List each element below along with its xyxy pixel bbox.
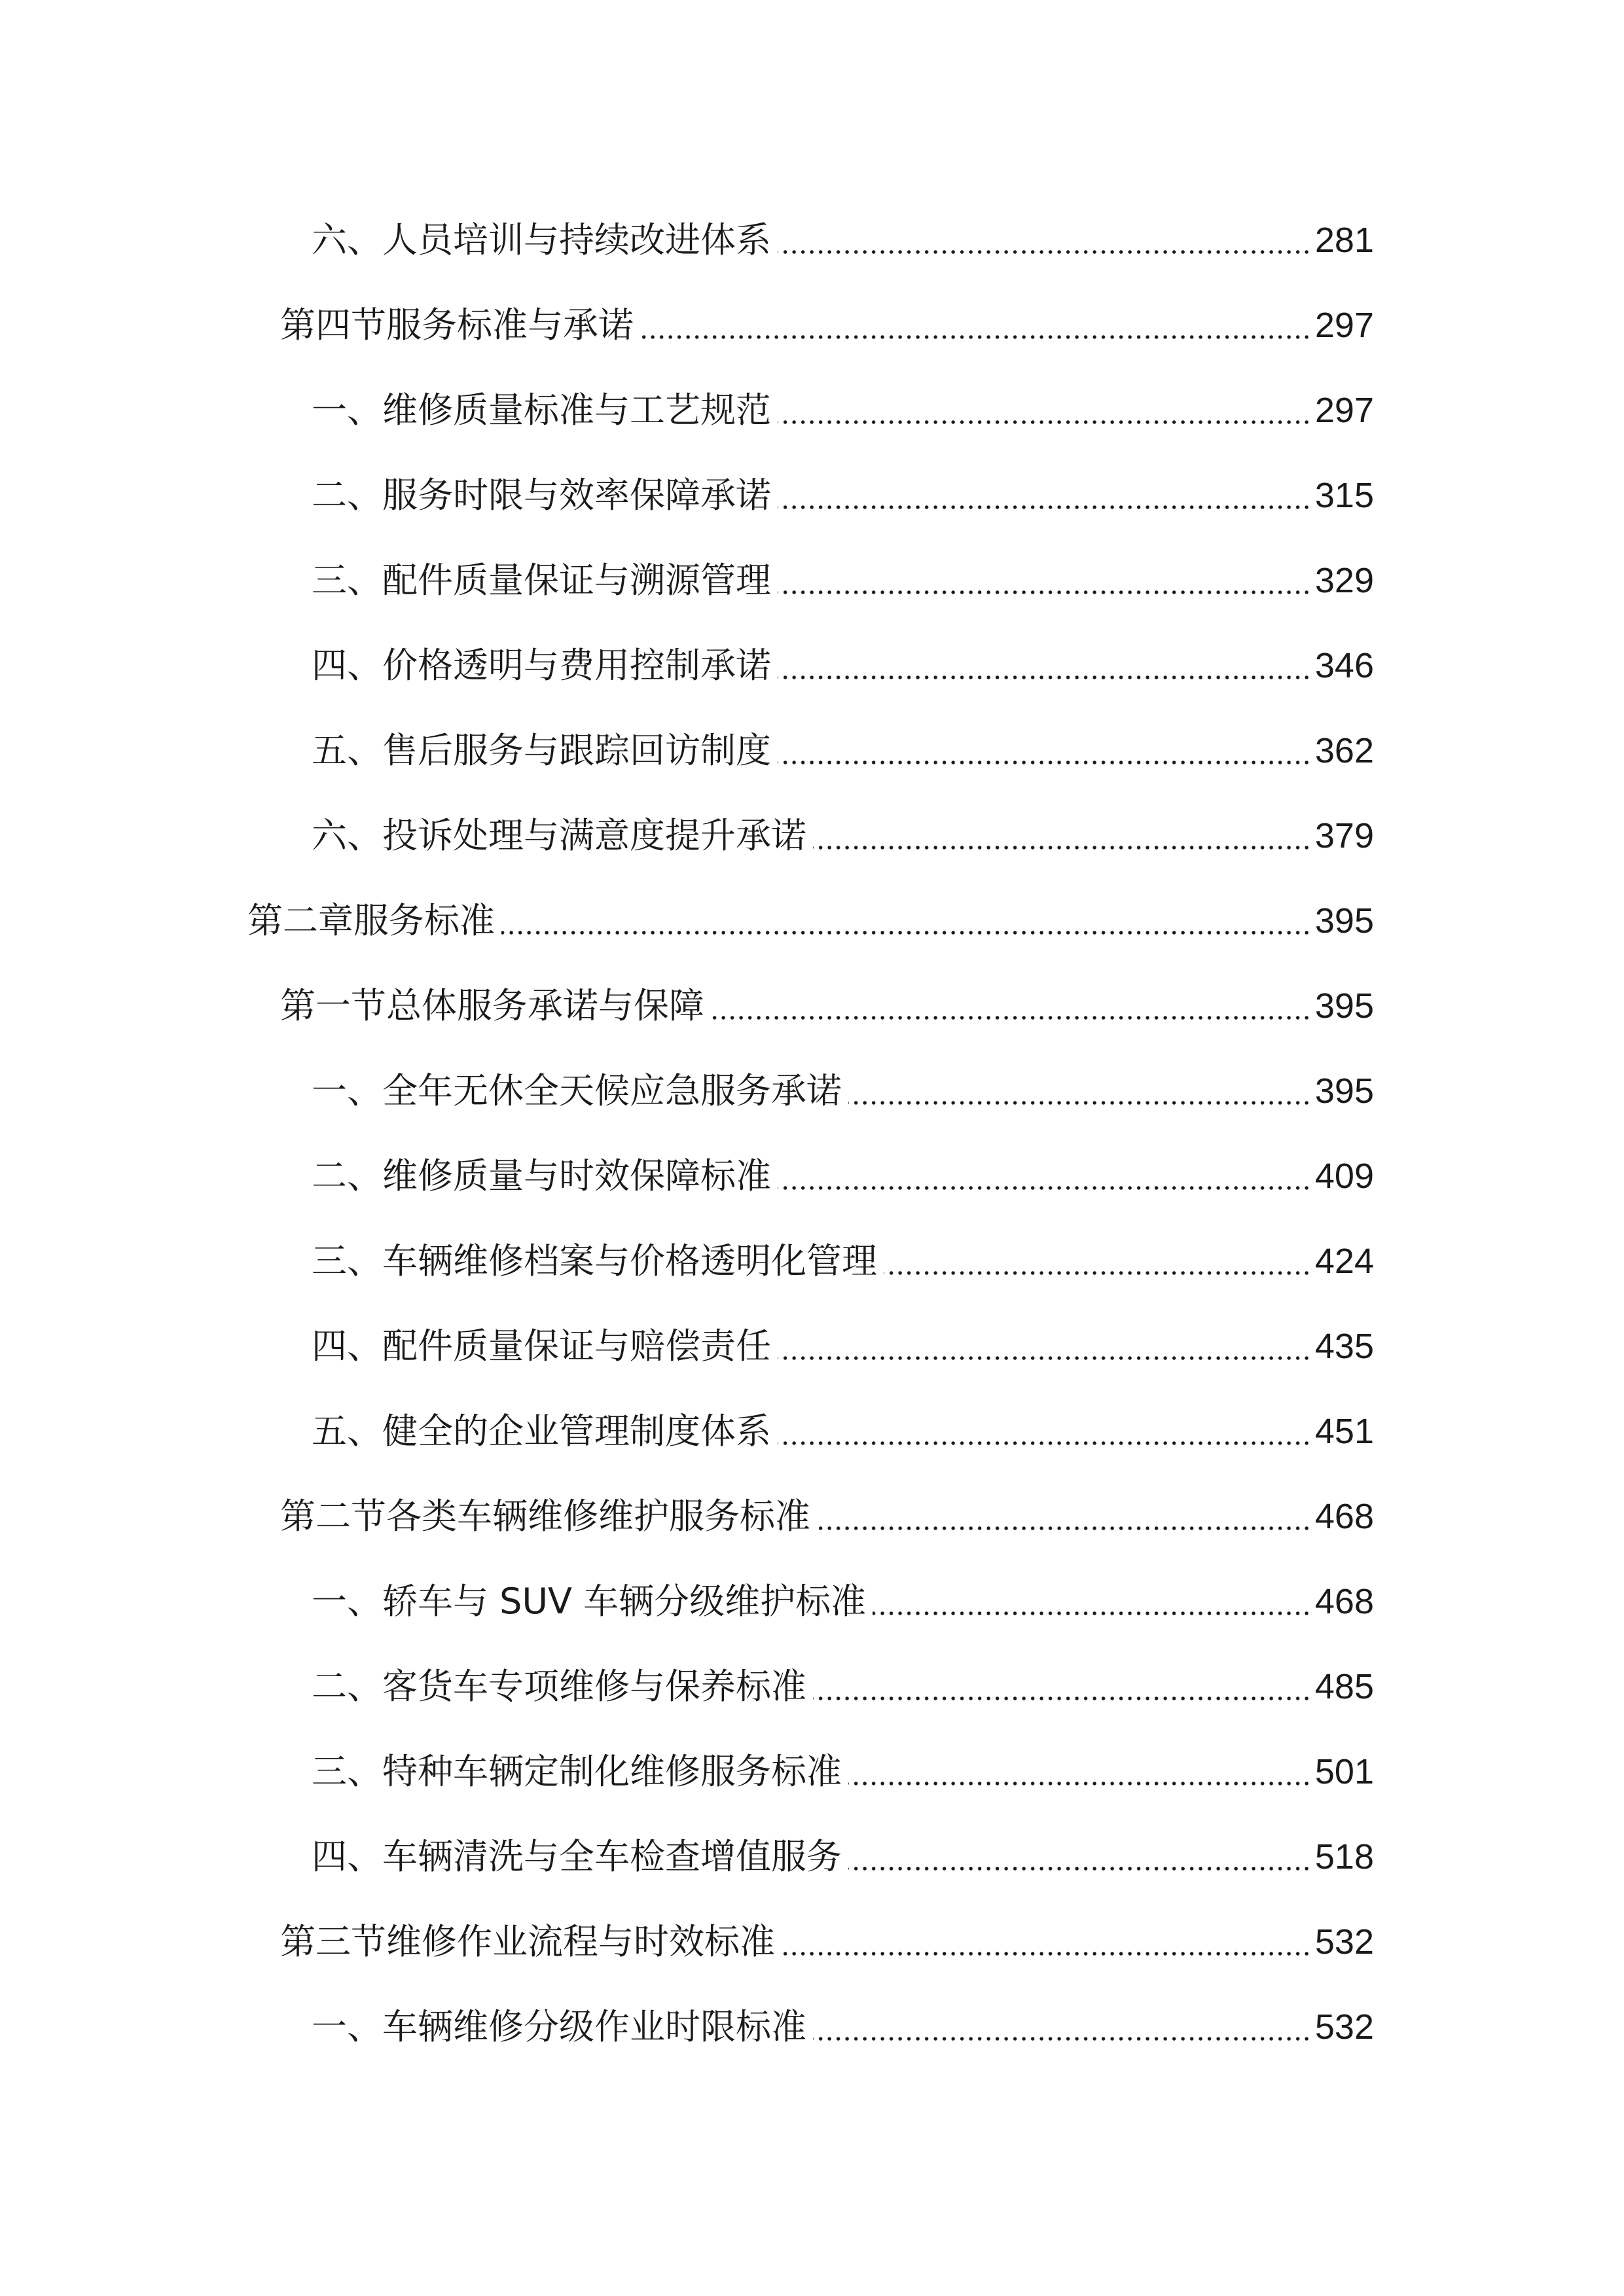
toc-entry-19[interactable] — [0, 1729, 1624, 1814]
toc-entry-8[interactable] — [0, 793, 1624, 878]
toc-page-number: 329 — [1314, 561, 1374, 600]
toc-entry-title: 一、车辆维修分级作业时限标准 — [312, 2006, 806, 2047]
toc-entry-title: 第二节各类车辆维修维护服务标准 — [280, 1496, 810, 1537]
toc-dot-leader — [778, 234, 1311, 270]
toc-entry-row — [312, 1729, 1374, 1814]
toc-entry-9[interactable] — [0, 878, 1624, 963]
toc-page-number: 518 — [1314, 1837, 1374, 1876]
toc-page-number: 395 — [1314, 1071, 1374, 1111]
toc-entry-13[interactable] — [0, 1219, 1624, 1304]
toc-page-number: 532 — [1314, 2007, 1374, 2047]
toc-dot-leader — [782, 1936, 1311, 1971]
toc-page-number: 485 — [1314, 1667, 1374, 1706]
toc-entry-row — [312, 1049, 1374, 1134]
toc-entry-3[interactable] — [0, 368, 1624, 453]
toc-entry-title: 二、服务时限与效率保障承诺 — [312, 475, 771, 516]
toc-entry-title: 三、特种车辆定制化维修服务标准 — [312, 1751, 842, 1792]
toc-entry-row — [312, 453, 1374, 538]
toc-entry-row — [280, 963, 1374, 1049]
toc-dot-leader — [640, 319, 1311, 355]
toc-dot-leader — [501, 915, 1311, 950]
toc-page-number: 424 — [1314, 1242, 1374, 1281]
toc-entry-title: 三、配件质量保证与溯源管理 — [312, 560, 771, 601]
toc-entry-title: 一、轿车与 SUV 车辆分级维护标准 — [312, 1581, 867, 1622]
toc-page-number: 468 — [1314, 1582, 1374, 1621]
toc-entry-16[interactable] — [0, 1474, 1624, 1559]
toc-entry-row — [312, 1559, 1374, 1644]
toc-page-number: 346 — [1314, 646, 1374, 685]
toc-entry-row — [247, 878, 1374, 963]
toc-dot-leader — [778, 1340, 1311, 1376]
toc-entry-title: 六、投诉处理与满意度提升承诺 — [312, 815, 806, 856]
toc-page-number: 297 — [1314, 391, 1374, 430]
toc-page-number: 468 — [1314, 1497, 1374, 1536]
toc-dot-leader — [813, 2021, 1311, 2056]
toc-entry-2[interactable] — [0, 283, 1624, 368]
toc-entry-row — [312, 1814, 1374, 1899]
toc-entry-row — [312, 1984, 1374, 2070]
toc-entry-10[interactable] — [0, 963, 1624, 1049]
toc-page-number: 451 — [1314, 1412, 1374, 1451]
toc-dot-leader — [778, 1170, 1311, 1206]
toc-dot-leader — [778, 575, 1311, 610]
toc-entry-title: 二、维修质量与时效保障标准 — [312, 1155, 771, 1196]
toc-entry-12[interactable] — [0, 1134, 1624, 1219]
toc-page-number: 362 — [1314, 731, 1374, 770]
toc-entry-title: 三、车辆维修档案与价格透明化管理 — [312, 1240, 877, 1282]
toc-dot-leader — [778, 1426, 1311, 1461]
toc-entry-1[interactable] — [0, 198, 1624, 283]
toc-entry-title: 五、售后服务与跟踪回访制度 — [312, 730, 771, 771]
toc-dot-leader — [848, 1085, 1311, 1121]
toc-entry-title: 四、车辆清洗与全车检查增值服务 — [312, 1836, 842, 1877]
toc-entry-row — [312, 1219, 1374, 1304]
toc-entry-7[interactable] — [0, 708, 1624, 793]
table-of-contents — [0, 198, 1624, 2070]
toc-entry-row — [312, 708, 1374, 793]
toc-entry-row — [312, 368, 1374, 453]
toc-page-number: 409 — [1314, 1157, 1374, 1196]
toc-dot-leader — [813, 830, 1311, 865]
toc-dot-leader — [848, 1851, 1311, 1886]
toc-entry-6[interactable] — [0, 623, 1624, 708]
toc-page-number: 379 — [1314, 816, 1374, 855]
toc-entry-11[interactable] — [0, 1049, 1624, 1134]
toc-page-number: 435 — [1314, 1327, 1374, 1366]
toc-entry-row — [312, 623, 1374, 708]
toc-entry-title: 六、人员培训与持续改进体系 — [312, 219, 771, 260]
toc-page-number: 395 — [1314, 901, 1374, 941]
toc-page-number: 297 — [1314, 306, 1374, 345]
toc-page-number: 501 — [1314, 1752, 1374, 1791]
toc-entry-row — [280, 1474, 1374, 1559]
toc-entry-title: 第二章服务标准 — [247, 900, 495, 941]
toc-entry-row — [312, 198, 1374, 283]
toc-dot-leader — [778, 660, 1311, 695]
toc-page-number: 281 — [1314, 221, 1374, 260]
toc-entry-title: 四、配件质量保证与赔偿责任 — [312, 1325, 771, 1367]
toc-entry-row — [312, 1304, 1374, 1389]
toc-entry-title: 第四节服务标准与承诺 — [280, 304, 634, 346]
toc-page-number: 532 — [1314, 1922, 1374, 1962]
toc-entry-18[interactable] — [0, 1644, 1624, 1729]
toc-entry-14[interactable] — [0, 1304, 1624, 1389]
toc-dot-leader — [848, 1766, 1311, 1801]
toc-entry-row — [312, 1389, 1374, 1474]
toc-dot-leader — [817, 1511, 1311, 1546]
toc-entry-row — [312, 1134, 1374, 1219]
toc-entry-title: 五、健全的企业管理制度体系 — [312, 1410, 771, 1452]
toc-dot-leader — [813, 1681, 1311, 1716]
toc-entry-21[interactable] — [0, 1899, 1624, 1984]
toc-entry-5[interactable] — [0, 538, 1624, 623]
toc-entry-title: 一、全年无休全天候应急服务承诺 — [312, 1070, 842, 1111]
toc-entry-row — [280, 283, 1374, 368]
toc-entry-17[interactable] — [0, 1559, 1624, 1644]
toc-entry-title: 四、价格透明与费用控制承诺 — [312, 645, 771, 686]
toc-dot-leader — [778, 745, 1311, 780]
toc-page-number: 315 — [1314, 476, 1374, 515]
toc-dot-leader — [778, 490, 1311, 525]
toc-entry-title: 一、维修质量标准与工艺规范 — [312, 389, 771, 431]
toc-entry-title: 第一节总体服务承诺与保障 — [280, 985, 704, 1026]
toc-dot-leader — [884, 1255, 1311, 1291]
toc-entry-row — [312, 538, 1374, 623]
toc-dot-leader — [778, 404, 1311, 440]
toc-entry-row — [312, 793, 1374, 878]
toc-entry-title: 二、客货车专项维修与保养标准 — [312, 1666, 806, 1707]
toc-entry-20[interactable] — [0, 1814, 1624, 1899]
toc-entry-row — [280, 1899, 1374, 1984]
toc-entry-15[interactable] — [0, 1389, 1624, 1474]
toc-page-number: 395 — [1314, 986, 1374, 1026]
toc-dot-leader — [873, 1596, 1311, 1631]
toc-entry-22[interactable] — [0, 1984, 1624, 2070]
toc-dot-leader — [711, 1000, 1311, 1035]
toc-entry-row — [312, 1644, 1374, 1729]
toc-entry-4[interactable] — [0, 453, 1624, 538]
toc-entry-title: 第三节维修作业流程与时效标准 — [280, 1921, 775, 1962]
